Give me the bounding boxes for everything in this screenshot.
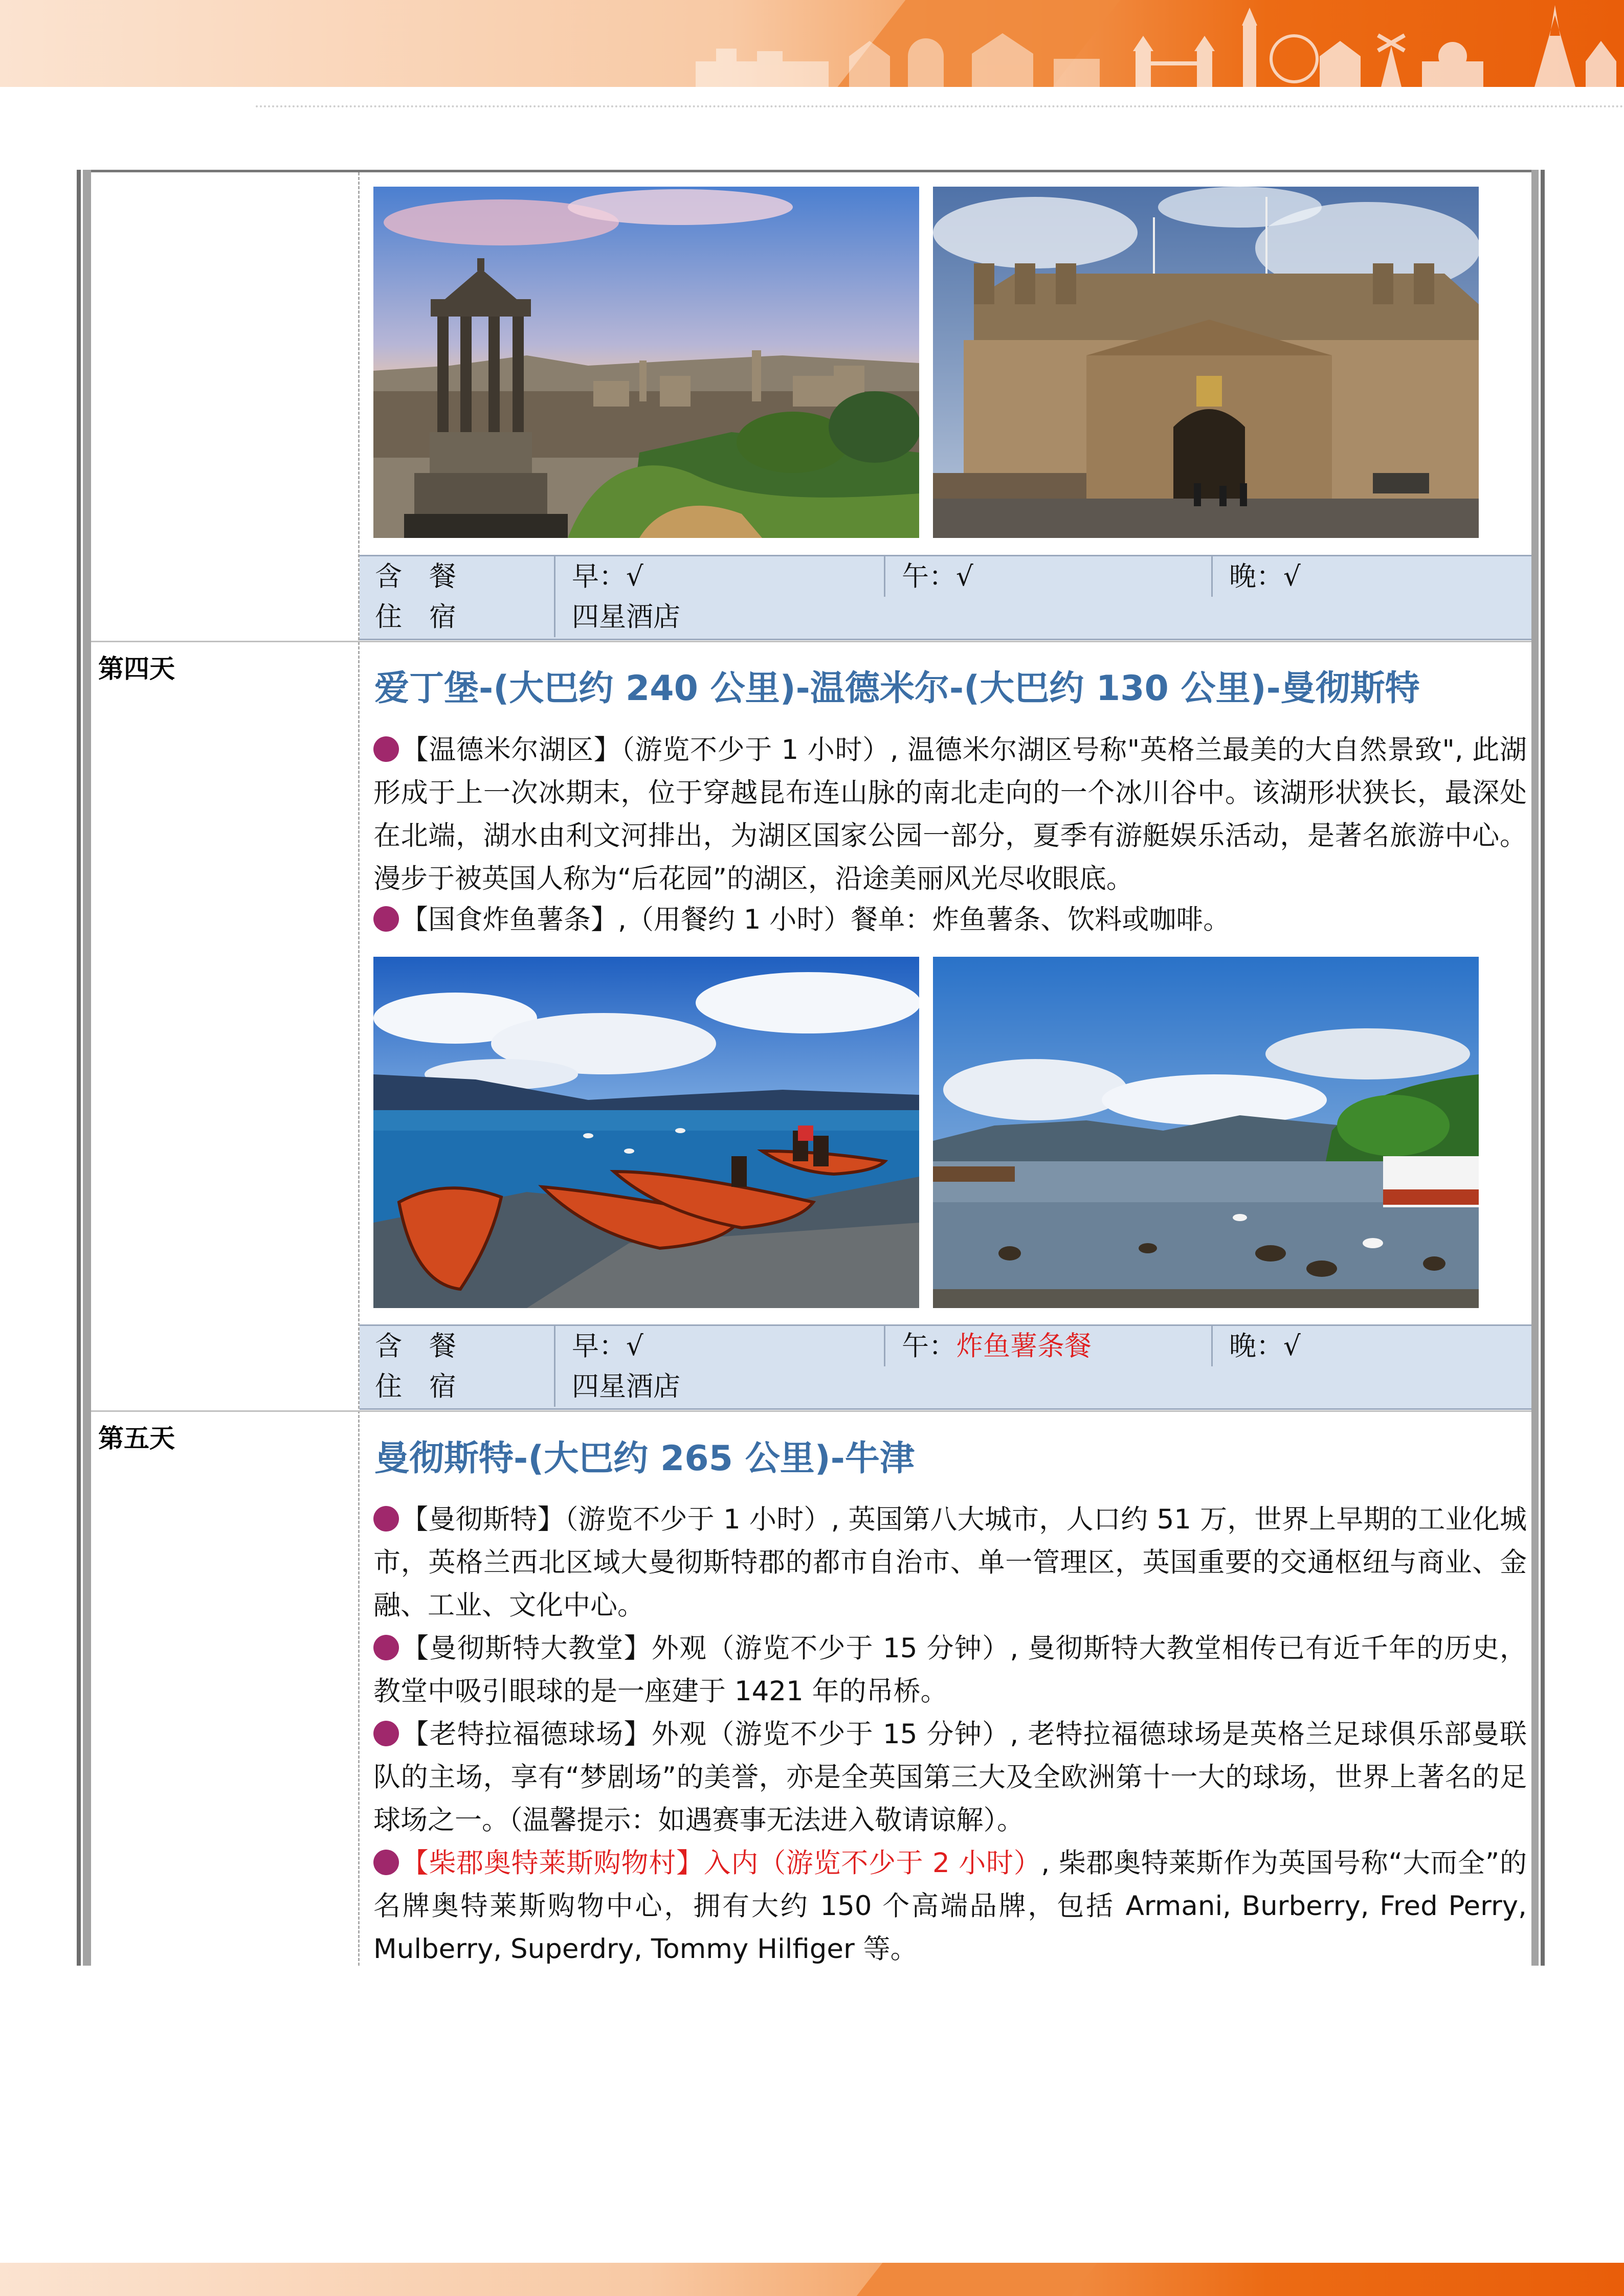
day5-route-title: 曼彻斯特-(大巴约 265 公里)-牛津 bbox=[374, 1438, 915, 1479]
lunch-prefix: 午： bbox=[902, 1331, 956, 1362]
lunch-value: 炸鱼薯条餐 bbox=[956, 1331, 1092, 1362]
footer-banner bbox=[0, 2263, 1624, 2296]
header-dotted-rule bbox=[256, 105, 1624, 107]
paragraph-text: 【曼彻斯特】（游览不少于 1 小时）, 英国第八大城市，人口约 51 万，世界上早期的工业化城市，英格兰西北区域大曼彻斯特郡的都市自治市、单一管理区，英国重要的交通枢纽与商业、金融、工业、文化中心。 bbox=[373, 1504, 1527, 1621]
row-divider-day4 bbox=[91, 641, 1531, 642]
breakfast-cell: 早：√ bbox=[572, 1331, 643, 1362]
table-right-border bbox=[1531, 170, 1545, 1966]
dinner-cell: 晚：√ bbox=[1229, 1331, 1301, 1362]
bullet-icon bbox=[373, 1506, 399, 1532]
bullet-icon bbox=[373, 736, 399, 762]
bullet-icon bbox=[373, 1635, 399, 1660]
photo-calton-hill bbox=[373, 187, 919, 538]
day-label-5: 第五天 bbox=[98, 1424, 175, 1453]
table-left-border bbox=[77, 170, 91, 1966]
lodging-row-2 bbox=[360, 1366, 1531, 1410]
lodging-value: 四星酒店 bbox=[572, 601, 680, 633]
paragraph-text: 【曼彻斯特大教堂】外观（游览不少于 15 分钟）, 曼彻斯特大教堂相传已有近千年的历史，教堂中吸引眼球的是一座建于 1421 年的吊桥。 bbox=[373, 1633, 1527, 1707]
cell-divider bbox=[884, 556, 885, 597]
cell-divider bbox=[554, 556, 555, 597]
breakfast-cell: 早：√ bbox=[572, 561, 643, 592]
meals-row-2 bbox=[360, 1324, 1531, 1368]
day4-route-title: 爱丁堡-(大巴约 240 公里)-温德米尔-(大巴约 130 公里)-曼彻斯特 bbox=[374, 668, 1420, 709]
meals-label: 含 餐 bbox=[375, 561, 456, 592]
footer-wedge bbox=[857, 2263, 1098, 2296]
outlet-highlight: 【柴郡奥特莱斯购物村】入内（游览不少于 2 小时） bbox=[401, 1848, 1041, 1879]
bullet-icon bbox=[373, 906, 399, 932]
paragraph-text: 【老特拉福德球场】外观（游览不少于 15 分钟）, 老特拉福德球场是英格兰足球俱乐部曼联队的主场，享有“梦剧场”的美誉，亦是全英国第三大及全欧洲第十一大的球场，世界上著名的足球场之一。（温馨提示：如遇赛事无法进入敬请谅解）。 bbox=[373, 1719, 1527, 1836]
row-divider-day5 bbox=[91, 1410, 1531, 1412]
lodging-label: 住 宿 bbox=[375, 601, 456, 633]
table-top-border bbox=[77, 170, 1545, 172]
lodging-row-1 bbox=[360, 597, 1531, 640]
meals-row-1 bbox=[360, 555, 1531, 598]
cell-divider bbox=[554, 1366, 555, 1407]
cell-divider bbox=[554, 1326, 555, 1366]
photo-edinburgh-castle bbox=[933, 187, 1479, 538]
day-label-4: 第四天 bbox=[98, 654, 175, 684]
photo-windermere-boats bbox=[373, 957, 919, 1308]
landmarks-skyline-icon bbox=[685, 5, 1624, 87]
day4-windermere-paragraph bbox=[373, 729, 1527, 901]
cell-divider bbox=[1211, 1326, 1213, 1366]
dinner-cell: 晚：√ bbox=[1229, 561, 1301, 592]
day5-old-trafford-paragraph bbox=[373, 1713, 1527, 1842]
paragraph-text: 【温德米尔湖区】（游览不少于 1 小时）, 温德米尔湖区号称"英格兰最美的大自然景致", 此湖形成于上一次冰期末，位于穿越昆布连山脉的南北走向的一个冰川谷中。该湖形状狭长，最深处在北端，湖水由利文河排出，为湖区国家公园一部分，夏季有游艇娱乐活动，是著名旅游中心。漫步于被英国人称为“后花园”的湖区，沿途美丽风光尽收眼底。 bbox=[373, 734, 1527, 894]
photo-windermere-lake bbox=[933, 957, 1479, 1308]
lodging-value: 四星酒店 bbox=[572, 1371, 680, 1402]
bullet-icon bbox=[373, 1721, 399, 1746]
cell-divider bbox=[1211, 556, 1213, 597]
day5-manchester-paragraph bbox=[373, 1498, 1527, 1627]
table-column-divider bbox=[358, 172, 360, 1966]
header-banner bbox=[0, 0, 1624, 87]
lunch-cell: 午：√ bbox=[902, 561, 973, 592]
cell-divider bbox=[884, 1326, 885, 1366]
lunch-cell bbox=[902, 1326, 1092, 1366]
meals-label: 含 餐 bbox=[375, 1331, 456, 1362]
day5-cathedral-paragraph bbox=[373, 1627, 1527, 1713]
cell-divider bbox=[554, 597, 555, 637]
paragraph-text: 【国食炸鱼薯条】,（用餐约 1 小时）餐单：炸鱼薯条、饮料或咖啡。 bbox=[401, 904, 1231, 935]
day5-cheshire-oaks-paragraph bbox=[373, 1842, 1527, 1971]
bullet-icon bbox=[373, 1850, 399, 1875]
paragraph-text: , 柴郡奥特莱斯作为英国号称“大而全”的名牌奥特莱斯购物中心，拥有大约 150 个高端品牌，包括 Armani, Burberry, Fred Perry, Mulberry, Superdry, Tommy Hilfiger 等。 bbox=[373, 1848, 1527, 1965]
lodging-label: 住 宿 bbox=[375, 1371, 456, 1402]
day4-fish-chips-paragraph bbox=[373, 898, 1527, 941]
